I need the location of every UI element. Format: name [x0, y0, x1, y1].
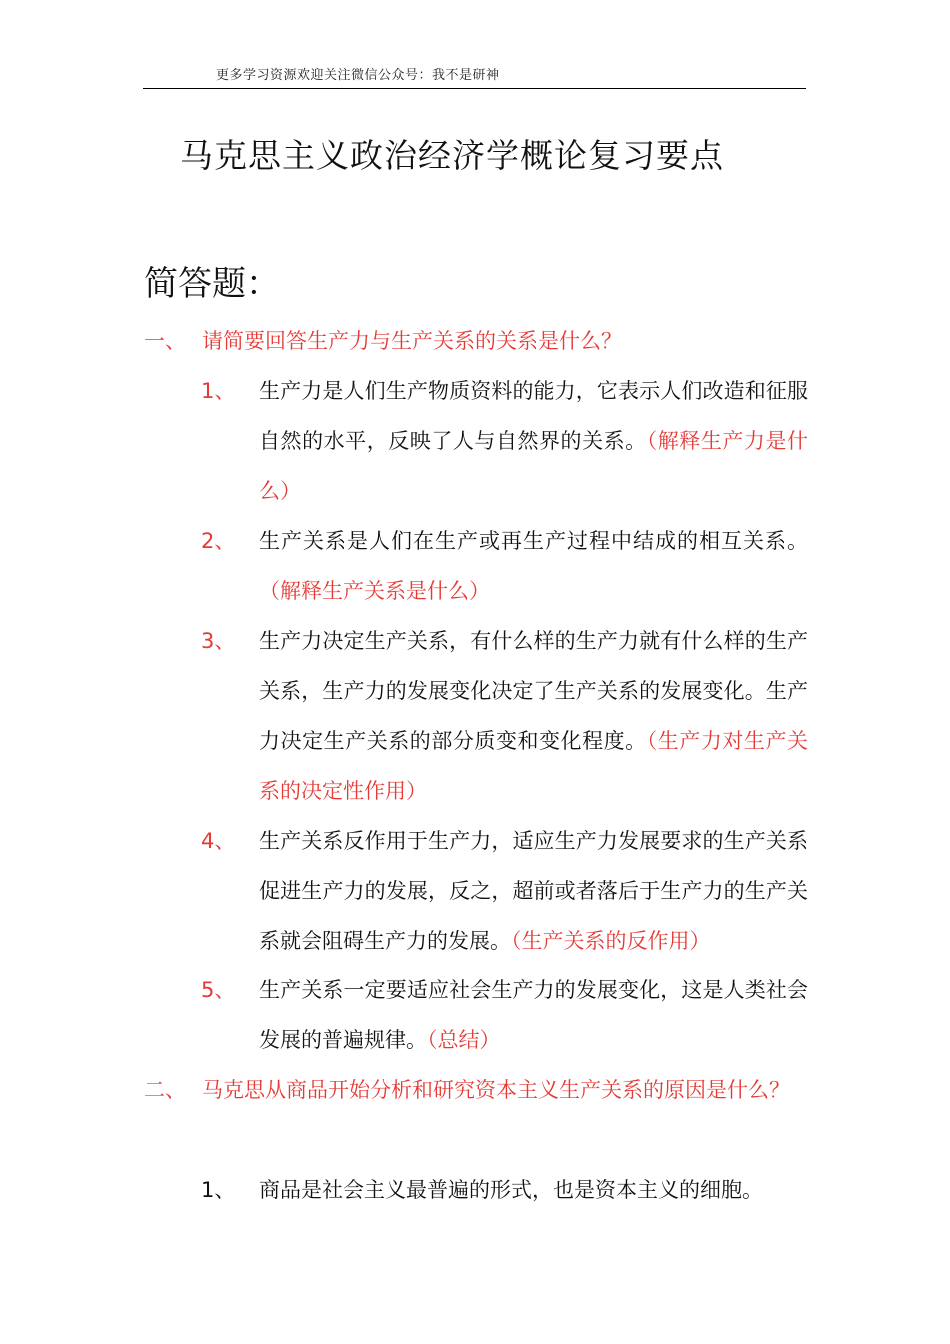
answer-1-3-note: （生产力对生产关系的决定性作用）: [259, 729, 808, 803]
header-note: 更多学习资源欢迎关注微信公众号：我不是研神: [216, 68, 500, 83]
answer-1-5-text: 生产关系一定要适应社会生产力的发展变化，这是人类社会发展的普遍规律。: [259, 978, 808, 1052]
answer-1-2-text: 生产关系是人们在生产或再生产过程中结成的相互关系。: [259, 529, 808, 553]
answer-1-4-marker: 4、: [201, 829, 236, 853]
answer-1-4-note: （生产关系的反作用）: [511, 929, 711, 953]
question-1-text: 请简要回答生产力与生产关系的关系是什么？: [202, 329, 622, 353]
page-title: 马克思主义政治经济学概论复习要点: [180, 136, 724, 175]
answer-2-1-text: 商品是社会主义最普遍的形式，也是资本主义的细胞。: [259, 1178, 763, 1202]
answer-1-2: [259, 516, 808, 616]
header-divider: [143, 88, 806, 89]
section-heading: 简答题：: [144, 264, 280, 304]
answer-1-2-marker: 2、: [201, 529, 236, 553]
answer-1-3: [259, 616, 808, 816]
answer-1-3-marker: 3、: [201, 629, 236, 653]
question-1-marker: 一、: [144, 329, 186, 353]
answer-1-1-note: （解释生产力是什么）: [259, 429, 808, 503]
answer-1-3-text: 生产力决定生产关系，有什么样的生产力就有什么样的生产关系，生产力的发展变化决定了生产关系的发展变化。生产力决定生产关系的部分质变和变化程度。: [259, 629, 808, 753]
answer-2-1-marker: 1、: [201, 1178, 236, 1202]
answer-1-2-note: （解释生产关系是什么）: [259, 579, 490, 603]
answer-1-5-marker: 5、: [201, 978, 236, 1002]
answer-1-5-note: （总结）: [427, 1028, 501, 1052]
question-2-marker: 二、: [144, 1078, 186, 1102]
answer-1-1-marker: 1、: [201, 379, 236, 403]
answer-2-1: [259, 1165, 808, 1215]
answer-1-5: [259, 965, 808, 1065]
question-2-text: 马克思从商品开始分析和研究资本主义生产关系的原因是什么？: [202, 1078, 790, 1102]
answer-1-4-text: 生产关系反作用于生产力，适应生产力发展要求的生产关系促进生产力的发展，反之，超前或者落后于生产力的生产关系就会阻碍生产力的发展。: [259, 829, 808, 953]
answer-1-1: [259, 366, 808, 516]
answer-1-4: [259, 816, 808, 966]
answer-1-1-text: 生产力是人们生产物质资料的能力，它表示人们改造和征服自然的水平，反映了人与自然界的关系。: [259, 379, 808, 453]
